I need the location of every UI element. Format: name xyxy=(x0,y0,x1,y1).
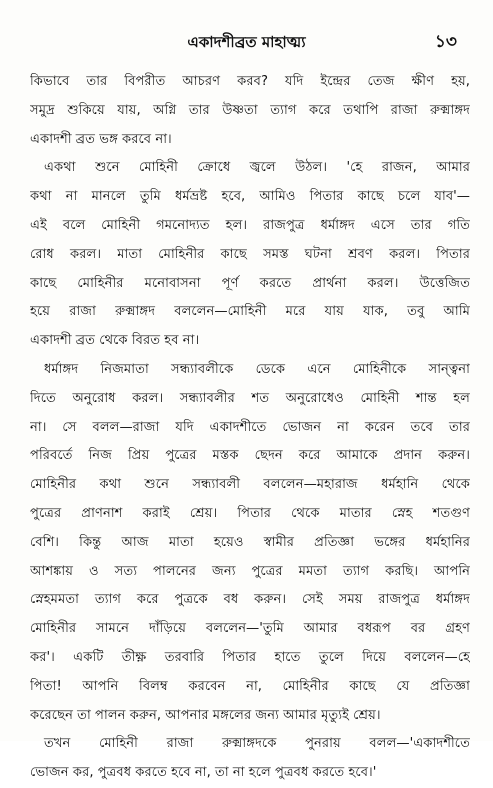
text-line: একথা শুনে মোহিনী ক্রোধে জ্বলে উঠল। 'হে রাজন, আমার xyxy=(44,160,470,176)
running-title: একাদশীব্রত মাহাত্ম্য xyxy=(187,33,306,51)
text-line: তখন মোহিনী রাজা রুক্মাঙ্গদকে পুনরায় বলল—'একাদশীতে xyxy=(44,736,470,752)
page-number: ১৩ xyxy=(434,32,457,52)
running-header xyxy=(0,30,493,54)
text-line: রোধ করল। মাতা মোহিনীর কাছে সমস্ত ঘটনা শ্রবণ করল। পিতার xyxy=(30,246,470,262)
text-line: দিতে অনুরোধ করল। সন্ধ্যাবলীর শত অনুরোধেও মোহিনী শান্ত হল xyxy=(30,390,470,406)
text-line: না। সে বলল—রাজা যদি একাদশীতে ভোজন না করেন তবে তার xyxy=(30,419,470,435)
text-line: একাদশী ব্রত থেকে বিরত হব না। xyxy=(30,333,200,349)
text-line: পরিবর্তে নিজ প্রিয় পুত্রের মস্তক ছেদন করে আমাকে প্রদান করুন। xyxy=(30,448,470,464)
text-line: মোহিনীর কথা শুনে সন্ধ্যাবলী বললেন—মহারাজ ধর্মহানি থেকে xyxy=(30,477,470,493)
body-text xyxy=(30,68,470,788)
text-line: এই বলে মোহিনী গমনোদ্যত হল। রাজপুত্র ধর্মাঙ্গদ এসে তার গতি xyxy=(30,217,470,233)
text-line: কাছে মোহিনীর মনোবাসনা পূর্ণ করতে প্রার্থনা করল। উত্তেজিত xyxy=(30,275,470,291)
text-line: আশঙ্কায় ও সত্য পালনের জন্য পুত্রের মমতা ত্যাগ করছি। আপনি xyxy=(30,563,470,579)
text-line: ভোজন কর, পুত্রবধ করতে হবে না, তা না হলে পুত্রবধ করতে হবে।' xyxy=(30,765,377,781)
text-line: মোহিনীর সামনে দাঁড়িয়ে বললেন—'তুমি আমার বধরূপ বর গ্রহণ xyxy=(30,621,470,637)
text-line: বেশি। কিন্তু আজ মাতা হয়েও স্বামীর প্রতিজ্ঞা ভঙ্গের ধর্মহানির xyxy=(30,534,470,550)
text-line: স্নেহমমতা ত্যাগ করে পুত্রকে বধ করুন। সেই সময় রাজপুত্র ধর্মাঙ্গদ xyxy=(30,592,470,608)
text-line: কিভাবে তার বিপরীত আচরণ করব? যদি ইন্দ্রের তেজ ক্ষীণ হয়, xyxy=(30,74,470,89)
text-line: করেছেন তা পালন করুন, আপনার মঙ্গলের জন্য আমার মৃত্যুই শ্রেয়। xyxy=(30,707,381,723)
text-line: হয়ে রাজা রুক্মাঙ্গদ বললেন—মোহিনী মরে যায় যাক, তবু আমি xyxy=(30,304,470,320)
text-line: পুত্রের প্রাণনাশ করাই শ্রেয়। পিতার থেকে মাতার স্নেহ শতগুণ xyxy=(30,505,470,521)
text-line: একাদশী ব্রত ভঙ্গ করবে না। xyxy=(30,131,172,147)
text-line: কর'। একটি তীক্ষ্ণ তরবারি পিতার হাতে তুলে দিয়ে বললেন—হে xyxy=(30,649,470,665)
text-line: পিতা! আপনি বিলম্ব করবেন না, মোহিনীর কাছে যে প্রতিজ্ঞা xyxy=(30,678,470,694)
text-line: ধর্মাঙ্গদ নিজমাতা সন্ধ্যাবলীকে ডেকে এনে মোহিনীকে সান্ত্বনা xyxy=(44,361,470,377)
text-line: কথা না মানলে তুমি ধর্মভ্রষ্ট হবে, আমিও পিতার কাছে চলে যাব'— xyxy=(30,189,470,205)
text-line: সমুদ্র শুকিয়ে যায়, অগ্নি তার উষ্ণতা ত্যাগ করে তথাপি রাজা রুক্মাঙ্গদ xyxy=(30,102,470,118)
